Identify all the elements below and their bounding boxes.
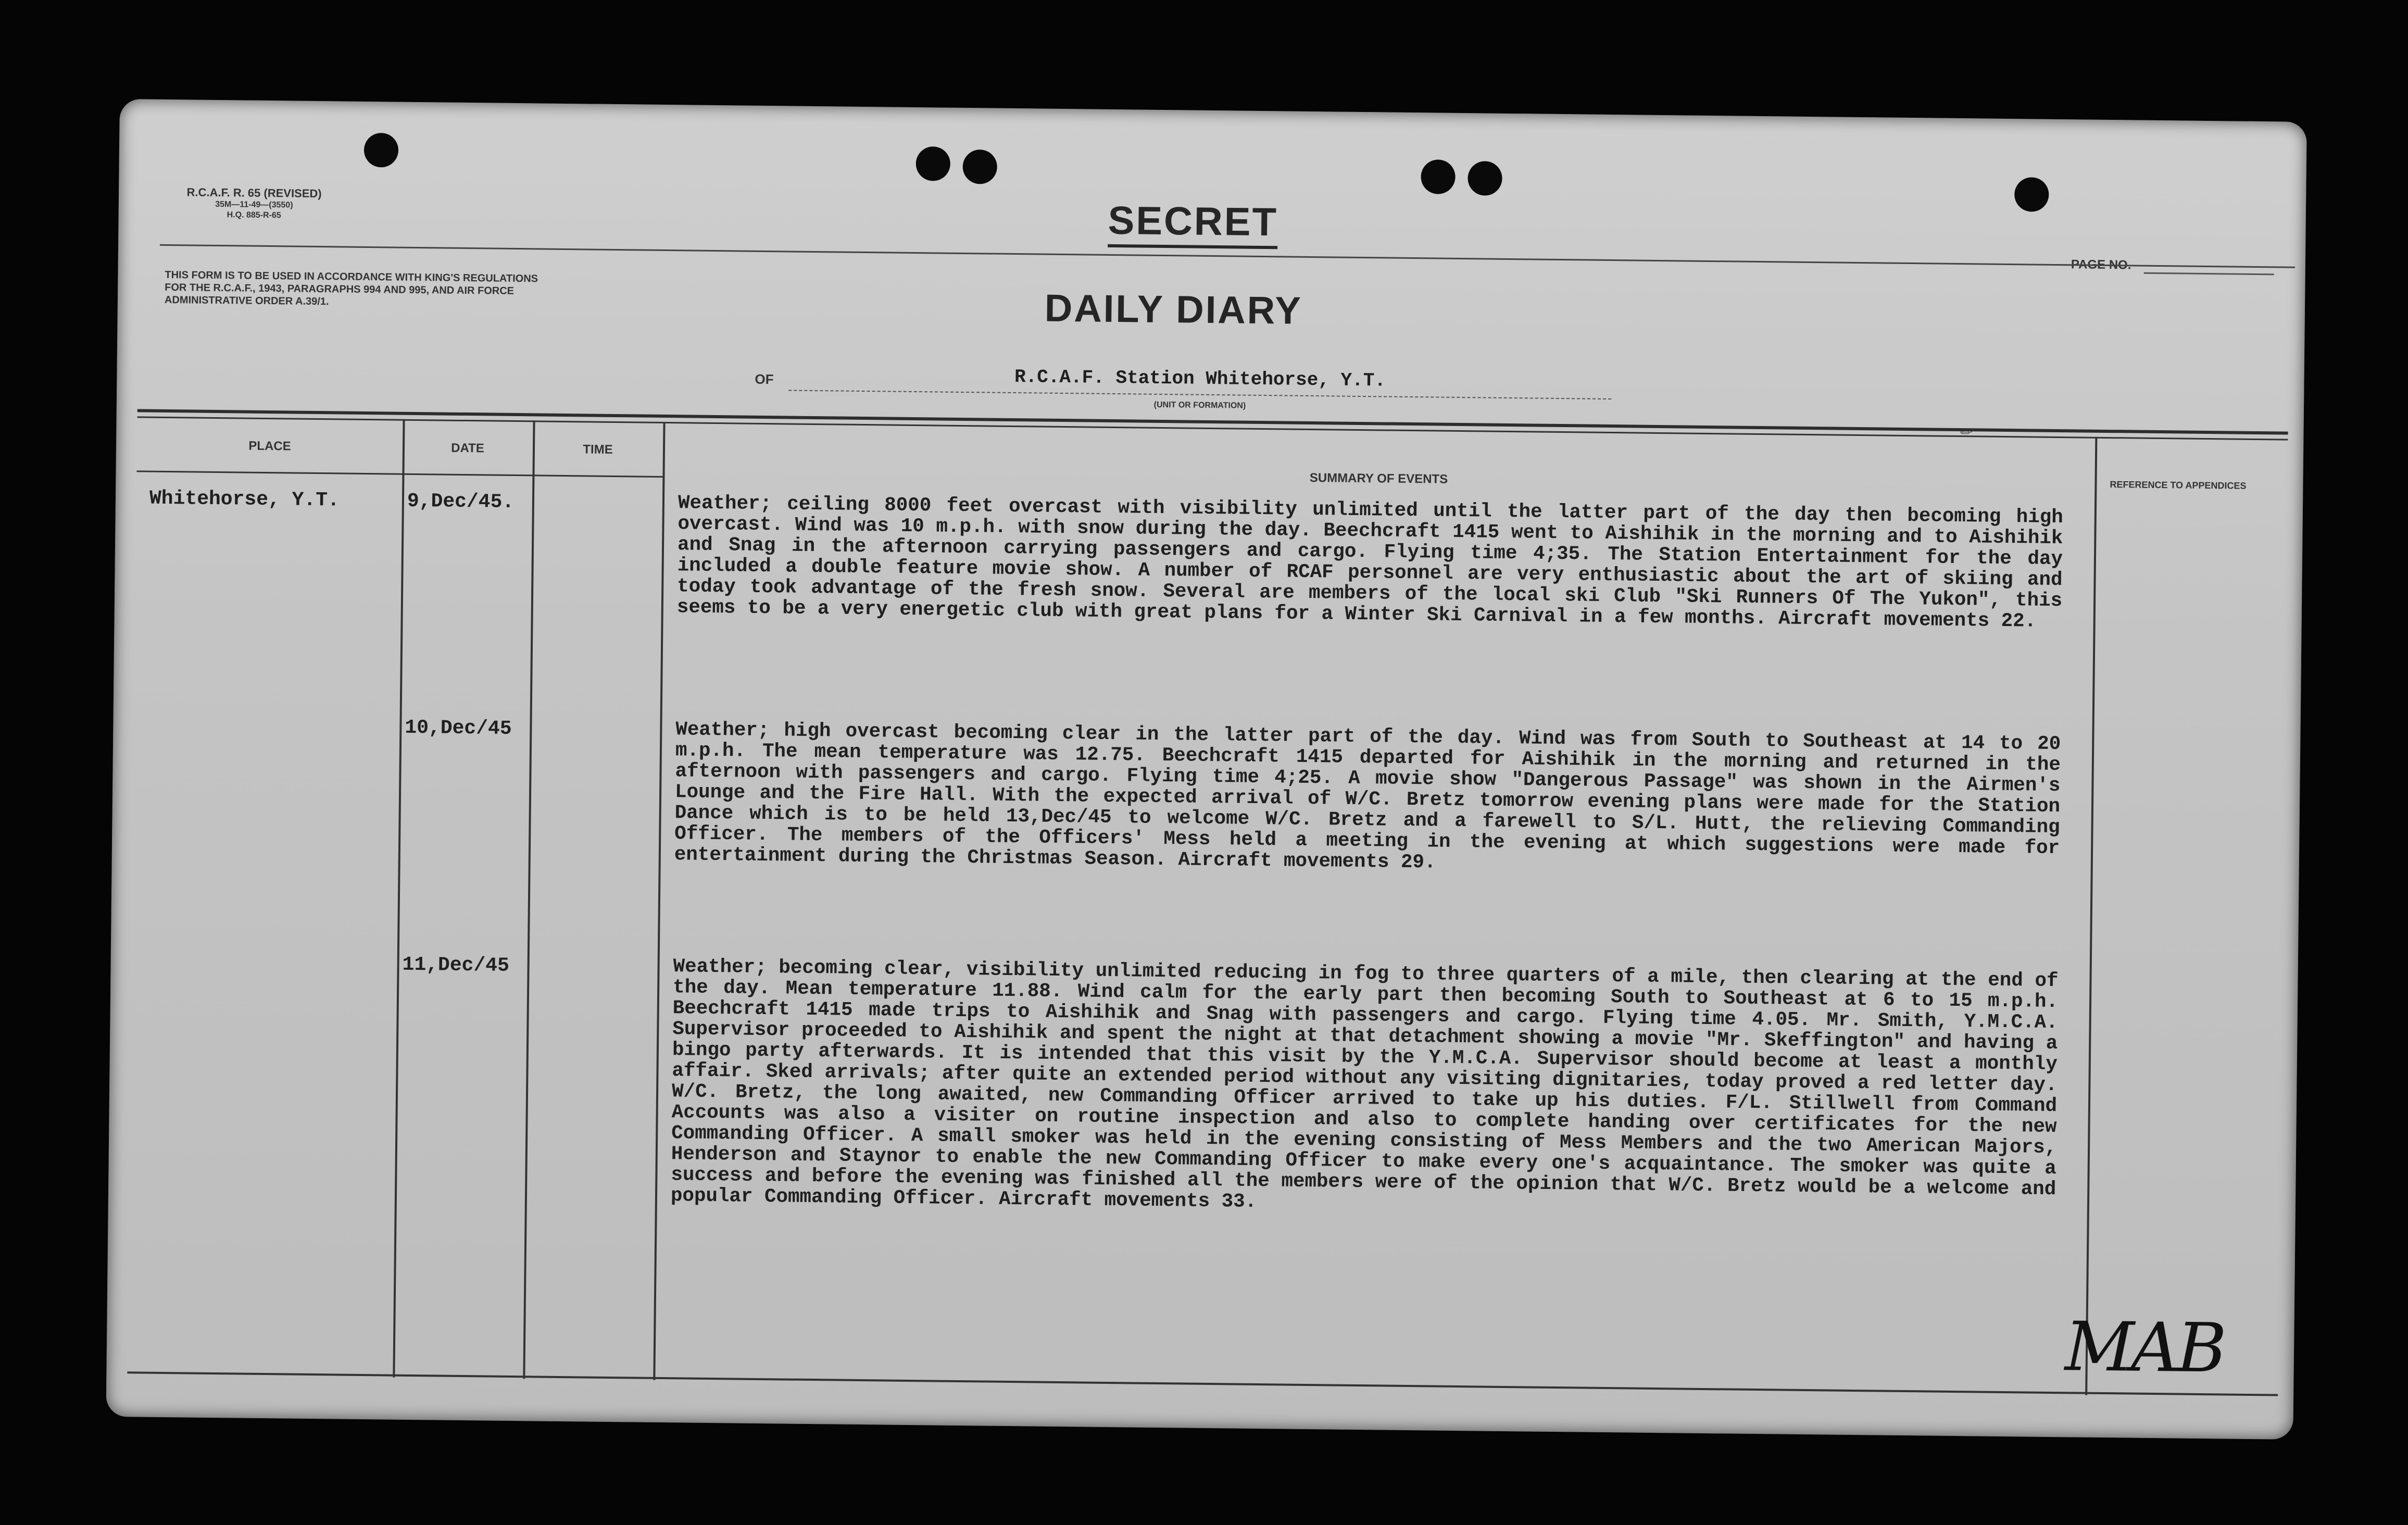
unit-value: R.C.A.F. Station Whitehorse, Y.T. [1014,366,1386,392]
column-divider [393,419,405,1378]
column-divider [2085,437,2097,1395]
form-id-line1: R.C.A.F. R. 65 (REVISED) [186,185,322,201]
handwritten-initials: MAB [2064,1307,2224,1388]
column-header-reference: REFERENCE TO APPENDICES [2110,479,2247,491]
punch-hole [915,146,950,181]
column-divider [653,422,665,1380]
punch-hole [962,149,997,184]
unit-of-label: OF [755,371,774,388]
place-cell: Whitehorse, Y.T. [149,487,340,512]
page-no-label: PAGE NO. [2071,257,2131,272]
page-title: DAILY DIARY [1044,286,1303,332]
unit-caption: (UNIT OR FORMATION) [1153,400,1246,410]
entry-summary: Weather; ceiling 8000 feet overcast with visibility unlimited until the latter part of the day then becoming high overcast. Wind was 10 m.p.h. with snow during the day. Beechcraft 1415 went to Aishihik in the morning and to Aishihik and Snag in the afternoon carrying passengers and cargo. Flying time 4;35. The Station Entertainment for the day included a double feature movie show. A number of RCAF personnel are very enthusiastic about the art of skiing and today took advantage of the fresh snow. Several are members of the local ski Club "Ski Runners Of The Yukon", this seems to be a very energetic club with great plans for a Winter Ski Carnival in a few months. Aircraft movements 22. [676,492,2075,633]
punch-hole [1421,159,1456,194]
column-header-place: PLACE [248,439,291,454]
classification-heading: SECRET [1108,198,1278,249]
page-no-line [2144,272,2274,276]
entry-date: 11,Dec/45 [402,953,510,977]
header-bottom-rule [137,470,663,478]
diary-table [128,409,2288,1384]
column-header-summary: SUMMARY OF EVENTS [1309,470,1448,486]
pencil-mark: ✏ [1960,423,1973,441]
punch-hole [2014,177,2049,212]
column-header-time: TIME [583,442,613,457]
form-notice: THIS FORM IS TO BE USED IN ACCORDANCE WITH KING'S REGULATIONS FOR THE R.C.A.F., 1943, PARAGRAPHS 994 AND 995, AND AIR FORCE ADMINISTRATIVE ORDER A.39/1. [164,269,538,308]
column-divider [523,420,535,1379]
form-id-line3: H.Q. 885-R-65 [227,210,281,220]
entry-summary: Weather; becoming clear, visibility unlimited reducing in fog to three quarters of a mile, then clearing at the end of the day. Mean temperature 11.88. Wind calm for the early part then becoming South to Southeast at 6 to 15 m.p.h. Beechcraft 1415 made trips to Aishihik and Snag with passengers and cargo. Flying time 4.05. Mr. Smith, Y.M.C.A. Supervisor proceeded to Aishihik and spent the night at that detachment showing a movie "Mr. Skeffington" and having a bingo party afterwards. It is intended that this visit by the Y.M.C.A. Supervisor should become at least a monthly affair. Sked arrivals; after quite an extended period without any visiting dignitaries, today proved a red letter day. W/C. Bretz, the long awaited, new Commanding Officer arrived to take up his duties. F/L. Stillwell from Command Accounts was also a visiter on routine inspection and also to complete handing over certificates for the new Commanding Officer. A small smoker was held in the evening consisting of Mess Members and the two American Majors, Henderson and Staynor to enable the new Commanding Officer to make every one's acquaintance. The smoker was quite a success and before the evening was finished all the members were of the opinion that W/C. Bretz would be a welcome and popular Commanding Officer. Aircraft movements 33. [670,956,2071,1213]
entry-date: 9,Dec/45. [407,490,515,514]
entry-date: 10,Dec/45 [405,716,512,740]
column-header-date: DATE [451,441,484,456]
form-id-line2: 35M—11-49—(3550) [215,199,293,210]
entry-summary: Weather; high overcast becoming clear in the latter part of the day. Wind was from South to Southeast at 14 to 20 m.p.h. The mean temperature was 12.75. Beechcraft 1415 departed for Aishihik in the morning and returned in the afternoon with passengers and cargo. Flying time 4;25. A movie show "Dangerous Passage" was shown in the Airmen's Lounge and the Fire Hall. With the expected arrival of W/C. Bretz tomorrow evening plans were made for the Station Dance which is to be held 13,Dec/45 to welcome W/C. Bretz and a farewell to S/L. Hutt, the relieving Commanding Officer. The members of the Officers' Mess held a meeting in the evening at which suggestions were made for entertainment during the Christmas Season. Aircraft movements 29. [674,719,2073,874]
table-top-rule [137,409,2288,434]
diary-card [106,99,2307,1440]
form-identifier [176,185,333,221]
table-bottom-rule [127,1371,2278,1396]
punch-hole [364,133,399,168]
punch-hole [1468,161,1502,196]
